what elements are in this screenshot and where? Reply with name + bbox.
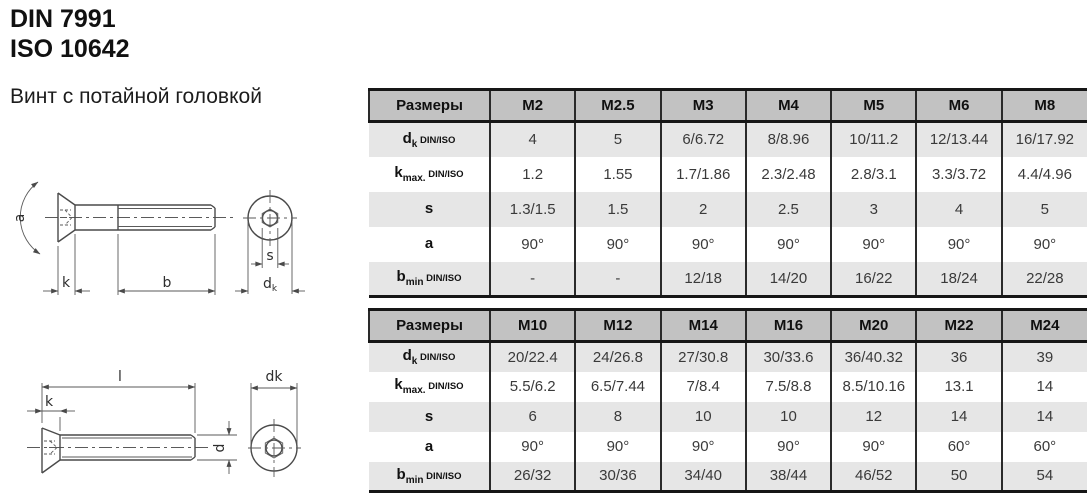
value-cell: 12/18 xyxy=(661,262,746,297)
col-header-M14: M14 xyxy=(661,310,746,342)
value-cell: 16/22 xyxy=(831,262,916,297)
value-cell: 12 xyxy=(831,402,916,432)
col-header-M22: M22 xyxy=(916,310,1001,342)
row-label: $d_k$ DIN/ISO xyxy=(402,129,456,150)
value-cell: 3 xyxy=(831,192,916,227)
value-cell: 60° xyxy=(1002,432,1087,462)
value-cell: 50 xyxy=(916,462,1001,492)
value-cell: 13.1 xyxy=(916,372,1001,402)
value-cell: 90° xyxy=(490,227,575,262)
table-row xyxy=(369,462,1087,492)
table-row xyxy=(369,372,1087,402)
value-cell: 90° xyxy=(746,227,831,262)
value-cell: 8 xyxy=(575,402,660,432)
col-header-M20: M20 xyxy=(831,310,916,342)
value-cell: 34/40 xyxy=(661,462,746,492)
value-cell: - xyxy=(490,262,575,297)
value-cell: 46/52 xyxy=(831,462,916,492)
table-row xyxy=(369,227,1087,262)
value-cell: 22/28 xyxy=(1002,262,1087,297)
value-cell: 90° xyxy=(575,227,660,262)
value-cell: 6/6.72 xyxy=(661,122,746,157)
value-cell: 4.4/4.96 xyxy=(1002,157,1087,192)
value-cell: 2.3/2.48 xyxy=(746,157,831,192)
col-header-M10: M10 xyxy=(490,310,575,342)
value-cell: 5.5/6.2 xyxy=(490,372,575,402)
value-cell: 16/17.92 xyxy=(1002,122,1087,157)
value-cell: 20/22.4 xyxy=(490,342,575,372)
value-cell: 5 xyxy=(575,122,660,157)
value-cell: 14/20 xyxy=(746,262,831,297)
value-cell: 8/8.96 xyxy=(746,122,831,157)
table-row xyxy=(369,122,1087,157)
table-row xyxy=(369,402,1087,432)
value-cell: 38/44 xyxy=(746,462,831,492)
dim-label-k2: k xyxy=(44,394,54,410)
dim-label-a: a xyxy=(12,213,28,223)
col-header-M16: M16 xyxy=(746,310,831,342)
dim-label-dk2: dk xyxy=(265,369,283,385)
value-cell: 1.2 xyxy=(490,157,575,192)
value-cell: 6.5/7.44 xyxy=(575,372,660,402)
value-cell: 12/13.44 xyxy=(916,122,1001,157)
col-header-M8: M8 xyxy=(1002,90,1087,122)
value-cell: 5 xyxy=(1002,192,1087,227)
value-cell: 14 xyxy=(1002,402,1087,432)
value-cell: 90° xyxy=(746,432,831,462)
col-header-M3: M3 xyxy=(661,90,746,122)
value-cell: 7/8.4 xyxy=(661,372,746,402)
value-cell: - xyxy=(575,262,660,297)
col-header-M2: M2 xyxy=(490,90,575,122)
row-label: s xyxy=(424,200,434,217)
value-cell: 18/24 xyxy=(916,262,1001,297)
value-cell: 30/36 xyxy=(575,462,660,492)
value-cell: 2 xyxy=(661,192,746,227)
col-header-sizes: Размеры xyxy=(369,90,490,122)
table-row xyxy=(369,192,1087,227)
col-header-M2.5: M2.5 xyxy=(575,90,660,122)
value-cell: 30/33.6 xyxy=(746,342,831,372)
value-cell: 10 xyxy=(661,402,746,432)
col-header-M4: M4 xyxy=(746,90,831,122)
value-cell: 1.5 xyxy=(575,192,660,227)
value-cell: 90° xyxy=(831,227,916,262)
page-title-din: DIN 7991 xyxy=(10,5,116,33)
sizes-table-m10-m24 xyxy=(368,308,1087,493)
value-cell: 90° xyxy=(1002,227,1087,262)
row-label: a xyxy=(424,437,434,455)
value-cell: 60° xyxy=(916,432,1001,462)
row-label: $d_k$ DIN/ISO xyxy=(402,347,456,368)
dim-label-k: k xyxy=(61,275,71,291)
value-cell: 4 xyxy=(490,122,575,157)
row-label: $b_{min}$ DIN/ISO xyxy=(369,462,490,492)
value-cell: 36 xyxy=(916,342,1001,372)
dim-label-dk: $d_k$ xyxy=(262,276,278,294)
table-row xyxy=(369,262,1087,297)
table-header xyxy=(369,90,1087,122)
table-row xyxy=(369,157,1087,192)
value-cell: 26/32 xyxy=(490,462,575,492)
row-label: s xyxy=(424,407,434,425)
sizes-table-m2-m8 xyxy=(368,88,1087,298)
screw-side-view-diagram xyxy=(5,158,350,298)
col-header-M12: M12 xyxy=(575,310,660,342)
standard-titles xyxy=(10,4,130,64)
dim-label-s: s xyxy=(266,248,274,264)
value-cell: 8.5/10.16 xyxy=(831,372,916,402)
col-header-sizes: Размеры xyxy=(369,310,490,342)
value-cell: 90° xyxy=(490,432,575,462)
value-cell: 90° xyxy=(916,227,1001,262)
value-cell: 90° xyxy=(575,432,660,462)
value-cell: 24/26.8 xyxy=(575,342,660,372)
value-cell: 2.8/3.1 xyxy=(831,157,916,192)
page-subtitle: Винт с потайной головкой xyxy=(10,85,262,108)
table-row xyxy=(369,342,1087,372)
value-cell: 90° xyxy=(831,432,916,462)
value-cell: 10/11.2 xyxy=(831,122,916,157)
value-cell: 90° xyxy=(661,432,746,462)
dim-label-d: d xyxy=(212,443,228,453)
value-cell: 36/40.32 xyxy=(831,342,916,372)
value-cell: 1.3/1.5 xyxy=(490,192,575,227)
col-header-M24: M24 xyxy=(1002,310,1087,342)
row-label: $k_{max.}$ DIN/ISO xyxy=(394,376,464,397)
value-cell: 6 xyxy=(490,402,575,432)
value-cell: 14 xyxy=(1002,372,1087,402)
col-header-M5: M5 xyxy=(831,90,916,122)
value-cell: 2.5 xyxy=(746,192,831,227)
row-label: a xyxy=(424,235,434,252)
value-cell: 39 xyxy=(1002,342,1087,372)
screw-length-view-diagram xyxy=(5,353,350,498)
value-cell: 7.5/8.8 xyxy=(746,372,831,402)
dim-label-b: b xyxy=(162,275,172,291)
row-label: $b_{min}$ DIN/ISO xyxy=(369,262,490,297)
value-cell: 90° xyxy=(661,227,746,262)
page-title-iso: ISO 10642 xyxy=(10,35,130,63)
table-row xyxy=(369,432,1087,462)
value-cell: 4 xyxy=(916,192,1001,227)
value-cell: 54 xyxy=(1002,462,1087,492)
value-cell: 3.3/3.72 xyxy=(916,157,1001,192)
value-cell: 27/30.8 xyxy=(661,342,746,372)
value-cell: 14 xyxy=(916,402,1001,432)
dim-label-l: l xyxy=(118,369,122,385)
col-header-M6: M6 xyxy=(916,90,1001,122)
value-cell: 1.55 xyxy=(575,157,660,192)
value-cell: 1.7/1.86 xyxy=(661,157,746,192)
table-header xyxy=(369,310,1087,342)
row-label: $k_{max.}$ DIN/ISO xyxy=(394,163,464,185)
value-cell: 10 xyxy=(746,402,831,432)
